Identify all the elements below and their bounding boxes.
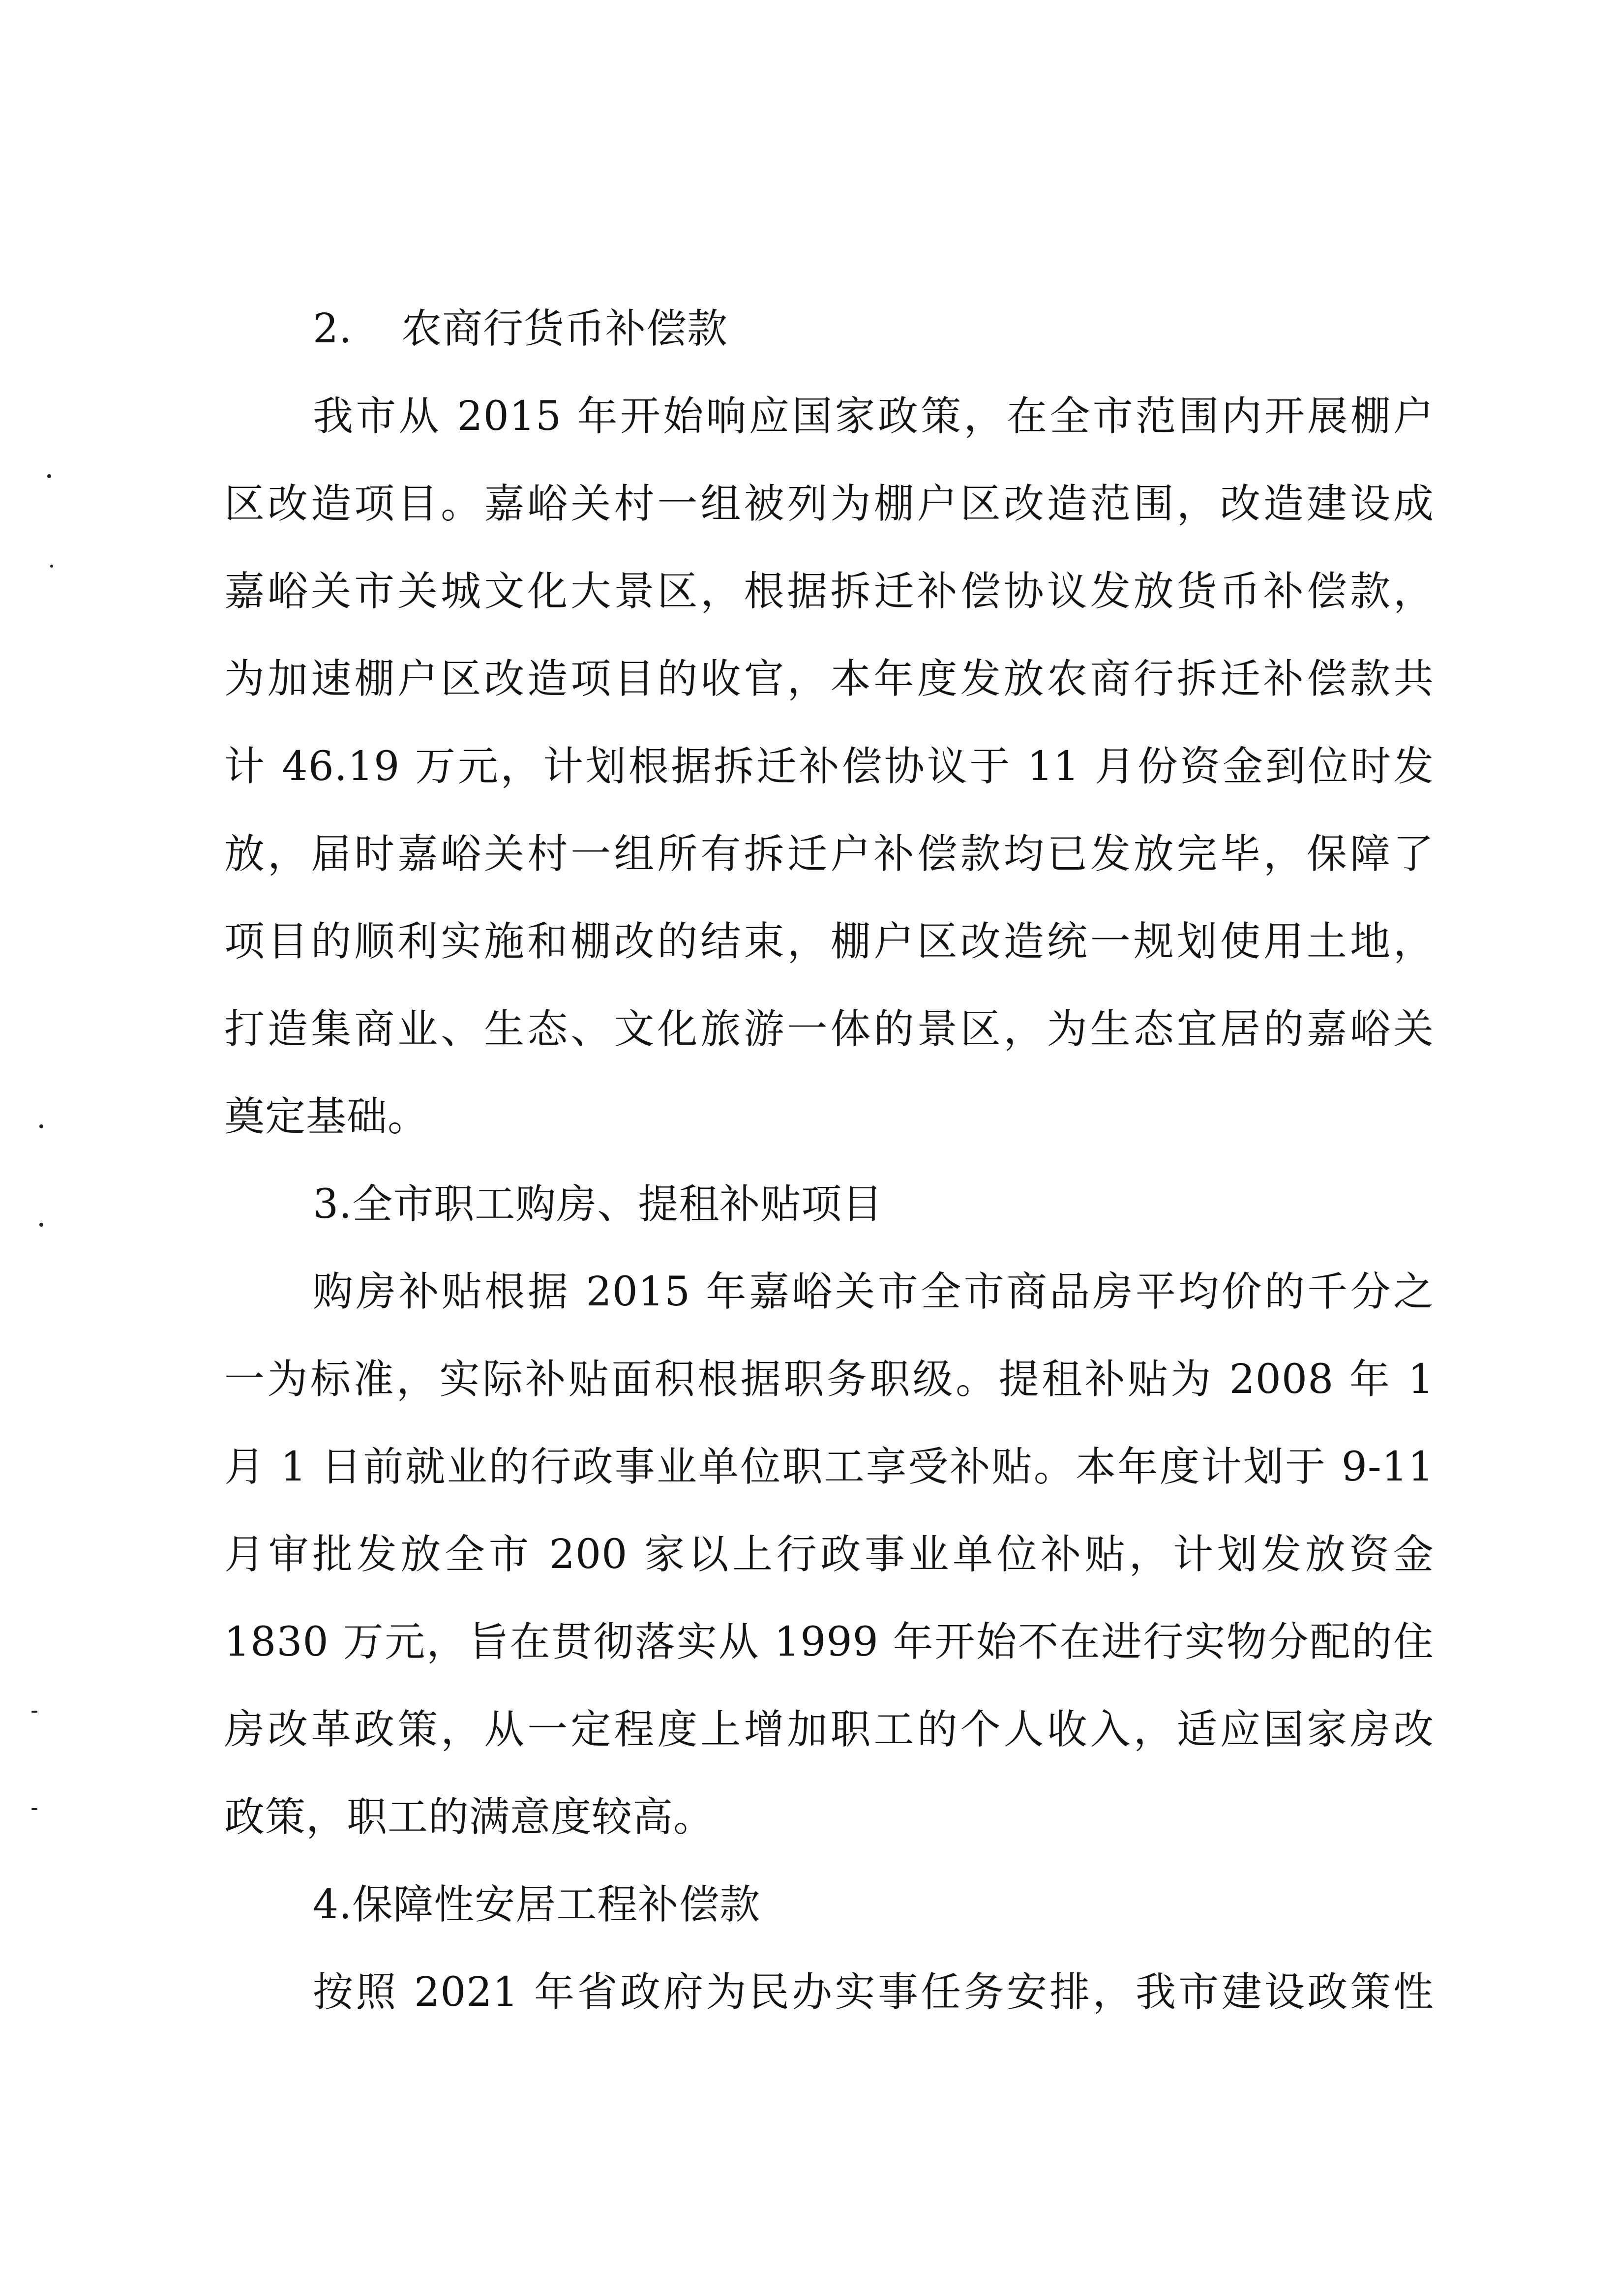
paragraph-line: 为加速棚户区改造项目的收官，本年度发放农商行拆迁补偿款共: [224, 656, 1434, 702]
paragraph-line: 区改造项目。嘉峪关村一组被列为棚户区改造范围，改造建设成: [224, 481, 1434, 527]
scan-speck: [39, 1124, 43, 1128]
section-heading: [224, 285, 1434, 373]
paragraph-line: 按照 2021 年省政府为民办实事任务安排，我市建设政策性: [313, 1969, 1434, 2016]
paragraph-line: 打造集商业、生态、文化旅游一体的景区，为生态宜居的嘉峪关: [224, 1006, 1434, 1053]
paragraph-line: 月 1 日前就业的行政事业单位职工享受补贴。本年度计划于 9-11: [224, 1444, 1434, 1490]
paragraph-line: 奠定基础。: [224, 1093, 429, 1140]
paragraph-line: 项目的顺利实施和棚改的结束，棚户区改造统一规划使用土地，: [224, 918, 1434, 965]
scan-speck: [31, 1808, 37, 1810]
paragraph-line: 计 46.19 万元，计划根据拆迁补偿协议于 11 月份资金到位时发: [224, 743, 1434, 790]
scan-speck: [39, 1223, 43, 1227]
scan-speck: [47, 474, 51, 478]
paragraph-line: 嘉峪关市关城文化大景区，根据拆迁补偿协议发放货币补偿款，: [224, 568, 1434, 615]
paragraph-line: 我市从 2015 年开始响应国家政策，在全市范围内开展棚户: [313, 393, 1434, 440]
section-heading: 4.保障性安居工程补偿款: [313, 1881, 761, 1928]
paragraph-line: 购房补贴根据 2015 年嘉峪关市全市商品房平均价的千分之: [313, 1269, 1434, 1315]
section-heading: 3.全市职工购房、提租补贴项目: [313, 1181, 883, 1228]
paragraph-line: 放，届时嘉峪关村一组所有拆迁户补偿款均已发放完毕，保障了: [224, 831, 1434, 877]
paragraph-line: 房改革政策，从一定程度上增加职工的个人收入，适应国家房改: [224, 1706, 1434, 1753]
paragraph-line: 一为标准，实际补贴面积根据职务职级。提租补贴为 2008 年 1: [224, 1356, 1434, 1403]
section-number: 2.: [313, 305, 353, 352]
paragraph-line: 月审批发放全市 200 家以上行政事业单位补贴，计划发放资金: [224, 1531, 1434, 1578]
scan-speck: [50, 565, 53, 568]
paragraph-line: 政策，职工的满意度较高。: [224, 1794, 715, 1841]
scan-speck: [31, 1711, 37, 1713]
document-body: [224, 285, 1434, 2036]
section-title: 农商行货币补偿款: [401, 305, 728, 352]
paragraph-line: 1830 万元，旨在贯彻落实从 1999 年开始不在进行实物分配的住: [224, 1619, 1434, 1665]
